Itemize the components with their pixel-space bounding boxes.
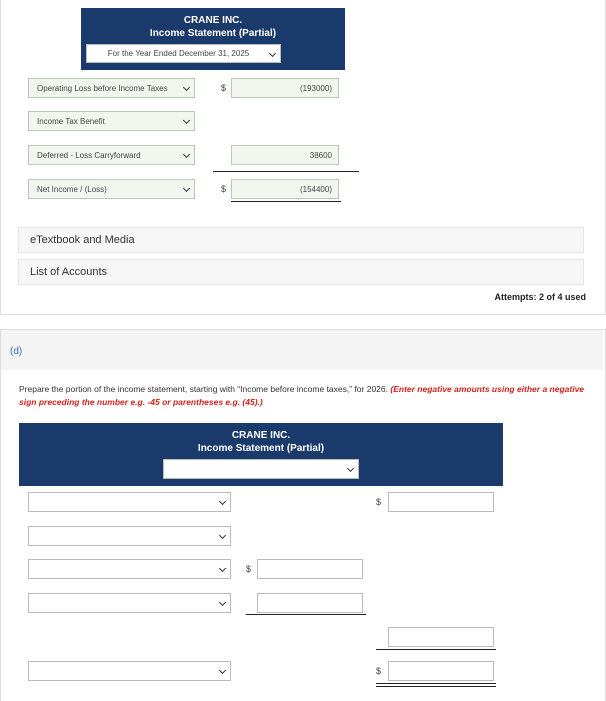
etextbook-label: eTextbook and Media: [30, 234, 135, 246]
d-row1-account-dropdown[interactable]: [28, 492, 231, 512]
d-subtotal-rule: [246, 614, 366, 615]
d-row3-account-dropdown[interactable]: [28, 559, 231, 579]
chevron-down-icon: [347, 465, 354, 472]
part-d-instructions: [19, 383, 589, 409]
company-name: CRANE INC.: [231, 430, 291, 441]
chevron-down-icon: [269, 49, 276, 56]
d-row3-amount-input[interactable]: [257, 559, 363, 579]
period-dropdown-value: For the Year Ended December 31, 2025: [107, 49, 250, 58]
d-row3-dollar-sign: $: [246, 564, 252, 574]
d-double-rule-top: [376, 683, 496, 684]
period-dropdown[interactable]: [163, 459, 359, 479]
row4-dollar-sign: $: [221, 184, 227, 194]
d-double-rule-bottom: [376, 686, 496, 687]
part-d-label-bar: [1, 330, 603, 370]
d-row5-amount-input[interactable]: [388, 627, 494, 647]
chevron-down-icon: [183, 151, 190, 158]
row2-account-label: Income Tax Benefit: [37, 116, 105, 126]
chevron-down-icon: [183, 117, 190, 124]
row4-account-dropdown[interactable]: [28, 179, 195, 199]
chevron-down-icon: [219, 565, 226, 572]
row1-account-label: Operating Loss before Income Taxes: [37, 83, 168, 93]
period-dropdown[interactable]: [86, 44, 281, 63]
d-row6-amount-input[interactable]: [388, 661, 494, 681]
part-d-label: (d): [10, 346, 23, 357]
d-row2-account-dropdown[interactable]: [28, 526, 231, 546]
d-row4-amount-input[interactable]: [257, 593, 363, 613]
row3-amount-input[interactable]: [231, 145, 339, 165]
d-total-rule: [376, 649, 496, 650]
row4-amount-input[interactable]: [231, 179, 339, 199]
row1-amount-value: (193000): [299, 83, 332, 93]
chevron-down-icon: [219, 498, 226, 505]
row4-account-label: Net Income / (Loss): [37, 184, 107, 194]
list-of-accounts-label: List of Accounts: [30, 266, 108, 278]
chevron-down-icon: [219, 667, 226, 674]
row3-account-label: Deferred - Loss Carryforward: [37, 150, 141, 160]
d-row4-account-dropdown[interactable]: [28, 593, 231, 613]
instruction-note: (Enter negative amounts using either a negative sign preceding the number e.g. -45 or parentheses e.g. (45).): [19, 384, 585, 407]
chevron-down-icon: [219, 599, 226, 606]
row3-account-dropdown[interactable]: [28, 145, 195, 165]
company-name: CRANE INC.: [183, 15, 243, 26]
row2-account-dropdown[interactable]: [28, 111, 195, 131]
chevron-down-icon: [219, 532, 226, 539]
row1-account-dropdown[interactable]: [28, 78, 195, 98]
chevron-down-icon: [183, 84, 190, 91]
double-rule-top: [231, 201, 341, 202]
statement-title: Income Statement (Partial): [149, 28, 277, 39]
d-row1-amount-input[interactable]: [388, 492, 494, 512]
d-row6-account-dropdown[interactable]: [28, 661, 231, 681]
row3-amount-value: 38600: [309, 150, 332, 160]
chevron-down-icon: [183, 185, 190, 192]
row1-amount-input[interactable]: [231, 78, 339, 98]
instruction-text: Prepare the portion of the income statement, starting with “Income before income taxes,” for 2026.: [19, 384, 388, 394]
attempts-counter: Attempts: 2 of 4 used: [494, 292, 586, 302]
list-of-accounts-link[interactable]: [18, 259, 584, 285]
d-row1-dollar-sign: $: [376, 497, 382, 507]
row4-amount-value: (154400): [299, 184, 332, 194]
row1-dollar-sign: $: [221, 83, 227, 93]
statement-title: Income Statement (Partial): [197, 443, 325, 454]
subtotal-rule: [213, 171, 359, 172]
etextbook-link[interactable]: [18, 227, 584, 253]
d-row6-dollar-sign: $: [376, 666, 382, 676]
